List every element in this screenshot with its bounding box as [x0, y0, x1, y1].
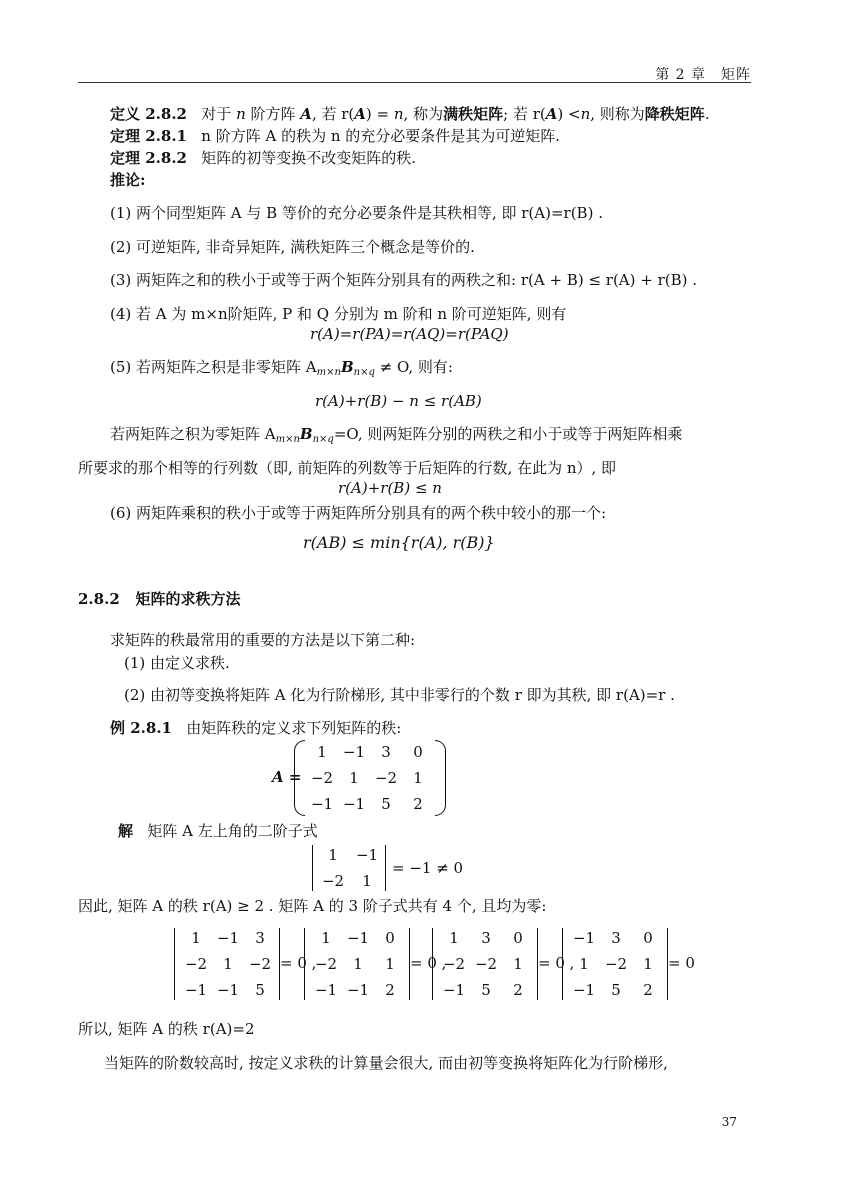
minor-2-cell: −2 [314, 955, 338, 973]
def-text: ) < [557, 105, 581, 123]
minor-value: = −1 ≠ 0 [392, 859, 464, 877]
def-text: ) = [365, 105, 394, 123]
matrix-B: B [340, 358, 354, 376]
section-number: 2.8.2 [78, 590, 120, 608]
formula-product-rank: r(AB) ≤ min{r(A), r(B)} [303, 533, 495, 552]
minor-3-cell: 0 [513, 929, 523, 947]
corollary-item-1: (1) 两个同型矩阵 A 与 B 等价的充分必要条件是其秩相等, 即 r(A)=r(B) . [110, 204, 603, 222]
minor-3-cell: 5 [481, 981, 491, 999]
minor-2-cell: 0 [385, 929, 395, 947]
solution-label: 解 [118, 822, 134, 840]
minor-1-cell: 5 [255, 981, 265, 999]
def-label: 定义 2.8.2 [110, 105, 187, 123]
third-order-minor-1 [180, 928, 276, 1000]
minor-cell: 1 [328, 846, 338, 864]
method-2: (2) 由初等变换将矩阵 A 化为行阶梯形, 其中非零行的个数 r 即为其秩, 即 r(A)=r . [124, 686, 675, 704]
theorem-text: n 阶方阵 A 的秩为 n 的充分必要条件是其为可逆矩阵. [201, 127, 561, 145]
minor-2-cell: −1 [346, 981, 370, 999]
minor-1-value: = 0 , [280, 954, 317, 972]
def-full-rank: 满秩矩阵 [443, 105, 504, 123]
minor-cell: −2 [321, 872, 345, 890]
example-text: 由矩阵秩的定义求下列矩阵的秩: [186, 719, 402, 737]
zero-product-text: 若两矩阵之积为零矩阵 A [110, 425, 276, 443]
minor-4-cell: −1 [572, 981, 596, 999]
matrix-A-cell: 3 [381, 743, 391, 761]
minor-2-cell: −1 [314, 981, 338, 999]
def-text: . [704, 105, 710, 123]
zero-product-line [110, 424, 682, 450]
header-rule [78, 82, 751, 83]
minor-1-cell: 1 [223, 955, 233, 973]
rank-bound-line: 因此, 矩阵 A 的秩 r(A) ≥ 2 . 矩阵 A 的 3 阶子式共有 4 个, 且均为零: [78, 897, 547, 915]
minor-2-cell: 1 [385, 955, 395, 973]
right-paren [435, 740, 446, 816]
minor-1-grid [180, 928, 276, 1000]
running-header: 第 2 章 矩阵 [655, 67, 751, 83]
minor-3-cell: 3 [481, 929, 491, 947]
minor-3-cell: −2 [474, 955, 498, 973]
def-A: A [300, 105, 312, 123]
method-1: (1) 由定义求秩. [124, 654, 230, 672]
def-n: n [236, 105, 246, 123]
matrix-A-cell: 1 [413, 769, 423, 787]
det-bar-left [432, 928, 433, 1000]
minor-1-cell: 3 [255, 929, 265, 947]
example-label: 例 2.8.1 [110, 719, 172, 737]
def-deficient-rank: 降秩矩阵 [644, 105, 705, 123]
def-n: n [580, 105, 591, 123]
minor-1-cell: −2 [184, 955, 208, 973]
minor-4-grid [568, 928, 664, 1000]
det-bar-left [174, 928, 175, 1000]
minor-4-cell: 2 [643, 981, 653, 999]
formula-zero-product: r(A)+r(B) ≤ n [338, 479, 442, 497]
det-bar-right [385, 845, 386, 891]
definition-2-8-2 [110, 104, 710, 124]
def-text: 阶方阵 [245, 105, 301, 123]
matrix-A-label: A = [272, 768, 302, 786]
section-heading [78, 588, 240, 609]
matrix-A-cell: 0 [413, 743, 423, 761]
minor-grid [316, 845, 384, 891]
minor-4-cell: 0 [643, 929, 653, 947]
minor-4-cell: 3 [611, 929, 621, 947]
formula-sylvester: r(A)+r(B) − n ≤ r(AB) [315, 392, 482, 410]
minor-1-cell: −1 [216, 929, 240, 947]
corollary-item-2: (2) 可逆矩阵, 非奇异矩阵, 满秩矩阵三个概念是等价的. [110, 238, 475, 256]
third-order-minor-3 [438, 928, 534, 1000]
def-text: 对于 [201, 105, 237, 123]
minor-3-cell: 1 [513, 955, 523, 973]
minor-1-cell: −1 [184, 981, 208, 999]
minor-4-cell: −2 [604, 955, 628, 973]
minor-cell: −1 [355, 846, 379, 864]
theorem-2-8-1 [110, 126, 560, 146]
minor-2-grid [310, 928, 406, 1000]
item5-tail: ≠ O, 则有: [379, 358, 453, 376]
corollary-item-5 [110, 357, 453, 383]
def-text: , 则称为 [590, 105, 645, 123]
def-text: ; 若 r( [503, 105, 546, 123]
matrix-B: B [299, 425, 313, 443]
theorem-text: 矩阵的初等变换不改变矩阵的秩. [201, 149, 417, 167]
def-n: n [393, 105, 404, 123]
def-text: , 称为 [403, 105, 444, 123]
third-order-minor-2 [310, 928, 406, 1000]
matrix-A-cell: −1 [310, 795, 334, 813]
zero-product-tail: =O, 则两矩阵分别的两秩之和小于或等于两矩阵相乘 [333, 425, 683, 443]
subscript-mn: m×n [275, 434, 300, 445]
minor-3-cell: 1 [449, 929, 459, 947]
left-paren [294, 740, 305, 816]
minor-2x2 [316, 845, 384, 891]
minor-4-value: = 0 [668, 954, 695, 972]
example-2-8-1 [110, 718, 401, 738]
corollary-item-4: (4) 若 A 为 m×n阶矩阵, P 和 Q 分别为 m 阶和 n 阶可逆矩阵, 则有 [110, 305, 567, 323]
formula-rank-invariance: r(A)=r(PA)=r(AQ)=r(PAQ) [310, 325, 509, 343]
minor-4-cell: 5 [611, 981, 621, 999]
minor-3-cell: −1 [442, 981, 466, 999]
subscript-mn: m×n [316, 367, 341, 378]
minor-2-cell: 2 [385, 981, 395, 999]
minor-1-cell: 1 [191, 929, 201, 947]
solution-text: 矩阵 A 左上角的二阶子式 [147, 822, 318, 840]
conclusion-line: 所以, 矩阵 A 的秩 r(A)=2 [78, 1020, 255, 1038]
matrix-A-cell: −2 [310, 769, 334, 787]
theorem-label: 定理 2.8.2 [110, 149, 187, 167]
matrix-A-grid [306, 742, 434, 814]
corollary-item-3: (3) 两矩阵之和的秩小于或等于两个矩阵分别具有的两秩之和: r(A + B) ≤ r(A) + r(B) . [110, 271, 698, 289]
det-bar-left [562, 928, 563, 1000]
minor-2-cell: 1 [353, 955, 363, 973]
minor-3-cell: −2 [442, 955, 466, 973]
page-number: 37 [721, 1115, 737, 1129]
det-bar-left [312, 845, 313, 891]
minor-3-cell: 2 [513, 981, 523, 999]
minor-2-cell: 1 [321, 929, 331, 947]
matrix-A-cell: 5 [381, 795, 391, 813]
matrix-A-cell: −1 [342, 743, 366, 761]
item5-text: (5) 若两矩阵之积是非零矩阵 A [110, 358, 317, 376]
subscript-nq: n×q [353, 367, 375, 378]
minor-4-cell: 1 [579, 955, 589, 973]
minor-1-cell: −1 [216, 981, 240, 999]
minor-4-cell: −1 [572, 929, 596, 947]
minor-4-cell: 1 [643, 955, 653, 973]
matrix-A-cell: −1 [342, 795, 366, 813]
closing-line: 当矩阵的阶数较高时, 按定义求秩的计算量会很大, 而由初等变换将矩阵化为行阶梯形, [104, 1054, 668, 1072]
methods-intro: 求矩阵的秩最常用的重要的方法是以下第二种: [110, 631, 416, 649]
subscript-nq: n×q [312, 434, 334, 445]
matrix-A-cell: 2 [413, 795, 423, 813]
minor-2-value: = 0 , [410, 954, 447, 972]
minor-2-cell: −1 [346, 929, 370, 947]
minor-cell: 1 [362, 872, 372, 890]
def-text: , 若 r( [311, 105, 355, 123]
matrix-A-cell: −2 [374, 769, 398, 787]
theorem-label: 定理 2.8.1 [110, 127, 187, 145]
det-bar-left [304, 928, 305, 1000]
section-title: 矩阵的求秩方法 [135, 590, 241, 608]
def-A: A [354, 105, 366, 123]
corollary-item-6: (6) 两矩阵乘积的秩小于或等于两矩阵所分别具有的两个秩中较小的那一个: [110, 504, 607, 522]
solution-line [118, 821, 318, 841]
matrix-A [306, 742, 434, 814]
minor-1-cell: −2 [248, 955, 272, 973]
third-order-minor-4 [568, 928, 664, 1000]
matrix-A-cell: 1 [317, 743, 327, 761]
def-A: A [545, 105, 558, 123]
theorem-2-8-2 [110, 148, 416, 168]
minor-3-value: = 0 , [538, 954, 575, 972]
minor-3-grid [438, 928, 534, 1000]
corollary-label: 推论: [110, 171, 146, 189]
matrix-A-cell: 1 [349, 769, 359, 787]
zero-product-continued: 所要求的那个相等的行列数（即, 前矩阵的列数等于后矩阵的行数, 在此为 n）, 即 [78, 459, 617, 477]
